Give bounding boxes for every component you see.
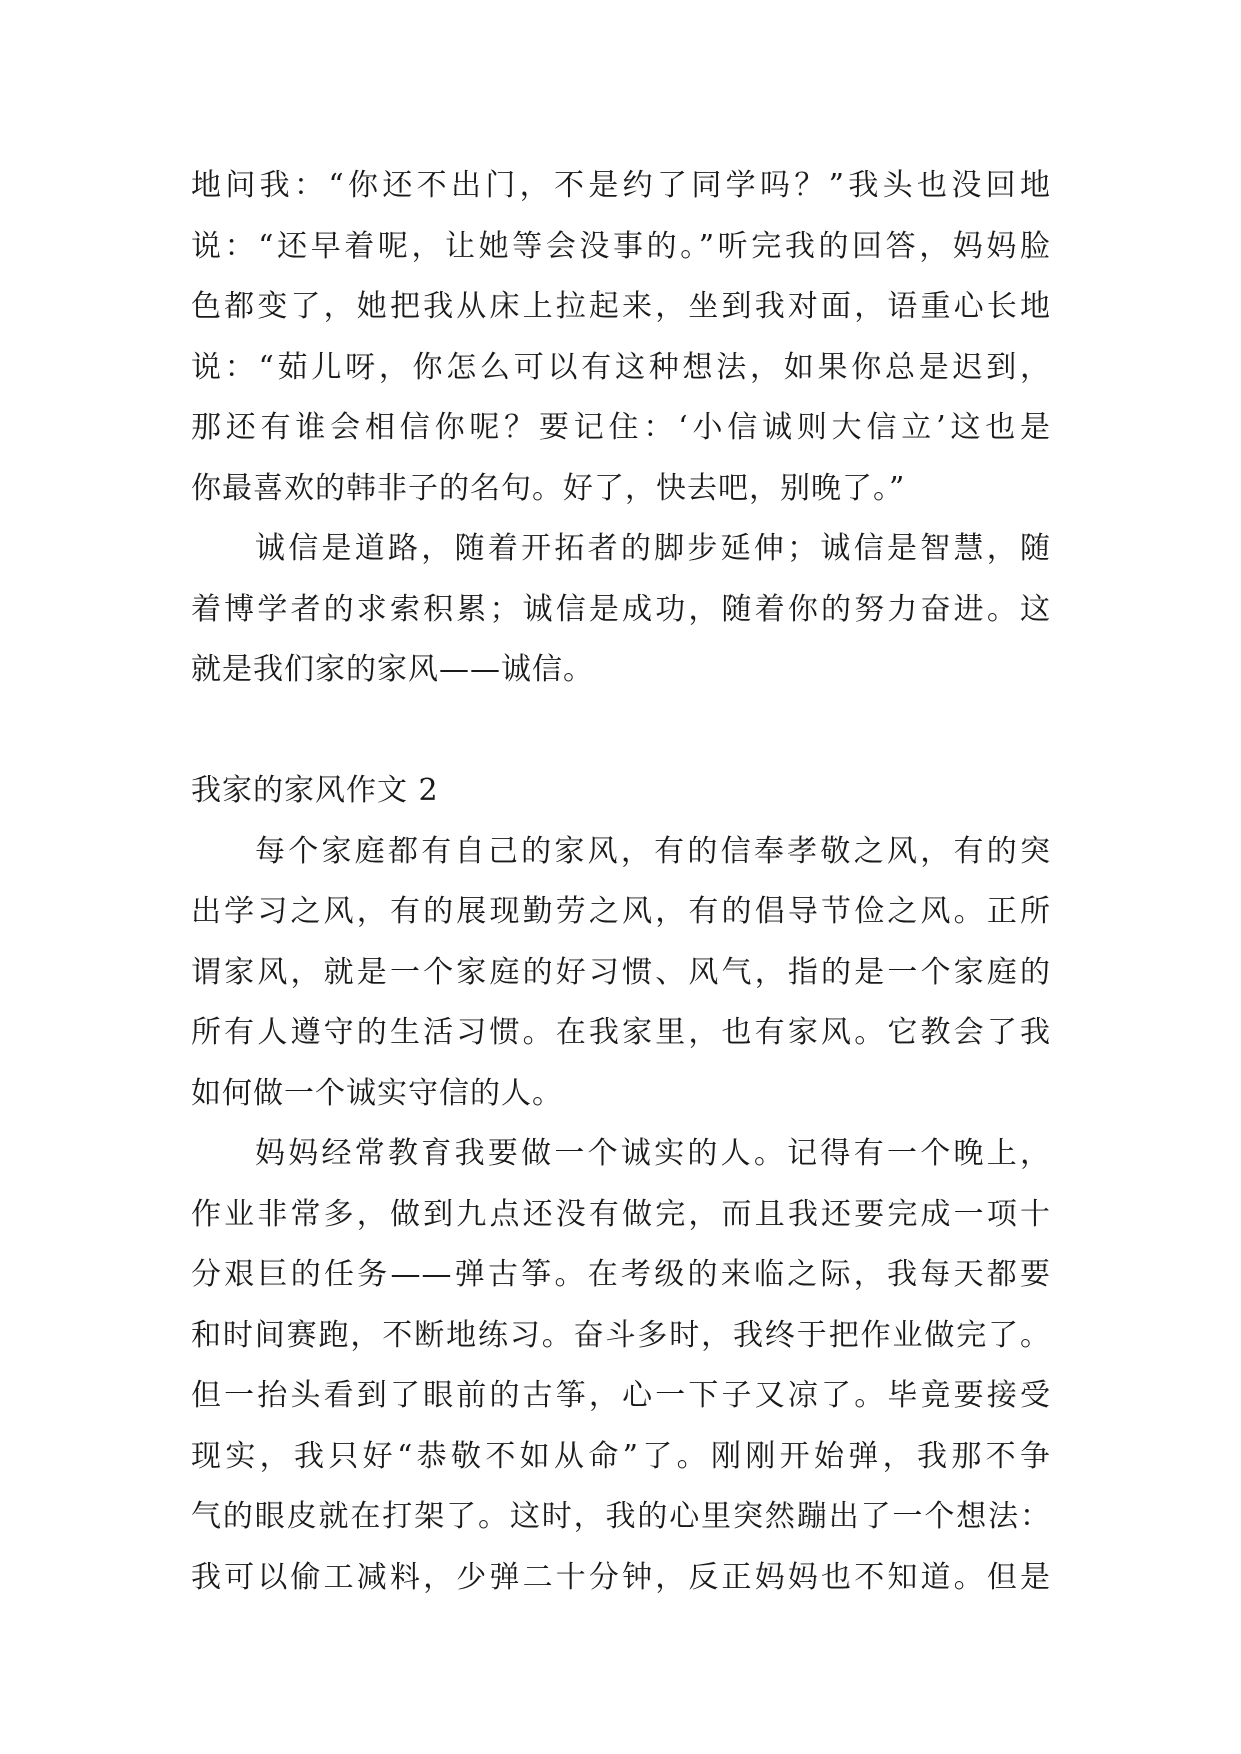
text-line: 就是我们家的家风——诚信。 [191,652,594,687]
text-line: 色都变了，她把我从床上拉起来，坐到我对面，语重心长地 [191,289,1051,324]
text-line: 那还有谁会相信你呢？要记住：‘小信诚则大信立’这也是 [191,410,1051,445]
document-body [191,156,1051,1608]
text-line: 说：“茹儿呀，你怎么可以有这种想法，如果你总是迟到， [191,349,1051,385]
paragraph-3 [191,822,1051,1125]
text-line: 但一抬头看到了眼前的古筝，心一下子又凉了。毕竟要接受 [191,1378,1051,1413]
text-line: 我可以偷工减料，少弹二十分钟，反正妈妈也不知道。但是 [191,1559,1051,1595]
paragraph-1 [191,156,1051,519]
text-line: 妈妈经常教育我要做一个诚实的人。记得有一个晚上， [255,1136,1051,1171]
text-line: 地问我：“你还不出门，不是约了同学吗？”我头也没回地 [191,168,1051,203]
paragraph-4 [191,1124,1051,1608]
text-line: 气的眼皮就在打架了。这时，我的心里突然蹦出了一个想法： [191,1499,1051,1534]
text-line: 谓家风，就是一个家庭的好习惯、风气，指的是一个家庭的 [191,954,1051,990]
text-line: 所有人遵守的生活习惯。在我家里，也有家风。它教会了我 [191,1015,1051,1050]
text-line: 分艰巨的任务——弹古筝。在考级的来临之际，我每天都要 [191,1257,1051,1292]
text-line: 现实，我只好“恭敬不如从命”了。刚刚开始弹，我那不争 [191,1438,1051,1474]
section-heading: 我家的家风作文 2 [191,773,439,808]
text-line: 作业非常多，做到九点还没有做完，而且我还要完成一项十 [191,1196,1051,1232]
text-line: 如何做一个诚实守信的人。 [191,1075,563,1111]
text-line: 诚信是道路，随着开拓者的脚步延伸；诚信是智慧，随 [255,531,1051,566]
text-line: 出学习之风，有的展现勤劳之风，有的倡导节俭之风。正所 [191,894,1051,929]
text-line: 你最喜欢的韩非子的名句。好了，快去吧，别晚了。” [191,470,906,506]
paragraph-2 [191,519,1051,701]
text-line: 说：“还早着呢，让她等会没事的。”听完我的回答，妈妈脸 [191,228,1051,264]
text-line: 着博学者的求索积累；诚信是成功，随着你的努力奋进。这 [191,591,1051,627]
text-line: 和时间赛跑，不断地练习。奋斗多时，我终于把作业做完了。 [191,1317,1051,1353]
text-line: 每个家庭都有自己的家风，有的信奉孝敬之风，有的突 [255,833,1051,869]
